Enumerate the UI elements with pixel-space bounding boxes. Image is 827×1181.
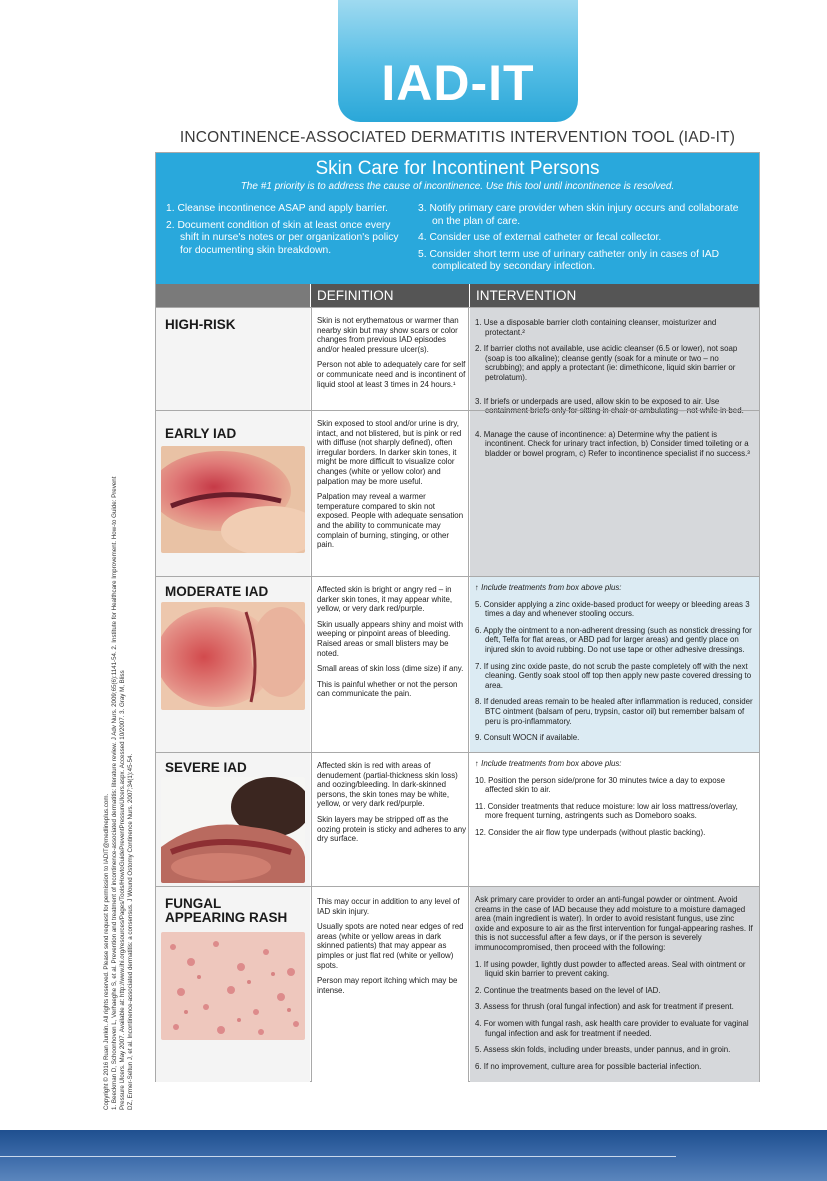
banner-item: 1. Cleanse incontinence ASAP and apply barrier. bbox=[166, 203, 388, 214]
intervention-cell bbox=[470, 887, 759, 1082]
intervention-item: 4. For women with fungal rash, ask health care provider to evaluate for vaginal fungal infection and ask for treatment if needed. bbox=[475, 1018, 749, 1038]
condition-name: EARLY IAD bbox=[165, 426, 237, 441]
copyright-notice bbox=[103, 470, 135, 1110]
iad-table bbox=[155, 152, 760, 1082]
intervention-item: 2. If barrier cloths not available, use acidic cleanser (6.5 or lower), not soap (soap is too alkaline); cleanse gently (soak for a minute or two – no scrubbing); and apply a protectant (ie: dimethicone, liquid skin barrier or petrolatum). bbox=[475, 344, 738, 382]
definition-paragraph: Skin exposed to stool and/or urine is dry, intact, and not blistered, but is pink or red with diffuse (not sharply defined), often irregular borders. In darker skin tones, it might be more difficult to visualize color changes (white or yellow color) and palpation may be more useful. bbox=[317, 419, 462, 486]
intervention-item: 3. If briefs or underpads are used, allow skin to be exposed to air. Use containment briefs only for sitting in chair or ambulating – not while in bed. bbox=[475, 396, 744, 416]
copyright-line: Copyright © 2016 Ruan Junkin. All rights reserved. Please send request for permission to IADIT@medlineplus.com. bbox=[103, 793, 110, 1110]
intervention-item: 10. Position the person side/prone for 30 minutes twice a day to expose affected skin to air. bbox=[475, 775, 726, 795]
banner-list-right bbox=[418, 203, 748, 278]
definition-paragraph: Affected skin is bright or angry red – in darker skin tones, it may appear white, yellow, or very dark red/purple. bbox=[317, 585, 453, 614]
definition-paragraph: Person may report itching which may be intense. bbox=[317, 976, 458, 995]
severe-iad-photo bbox=[161, 777, 305, 883]
intervention-item: 11. Consider treatments that reduce moisture: low air loss mattress/overlay, more frequent turning, astringents such as Domeboro soaks. bbox=[475, 801, 738, 821]
condition-name: HIGH-RISK bbox=[165, 317, 236, 332]
definition-paragraph: Affected skin is red with areas of denudement (partial-thickness skin loss) and oozing/bleeding. In dark-skinned persons, the skin tones may be white, yellow, or very dark red/purple. bbox=[317, 761, 458, 809]
row-moderate-iad bbox=[156, 576, 759, 752]
definition-paragraph: Usually spots are noted near edges of red areas (white or yellow areas in dark skinned patients) that may appear as pimples or just flat red (white or yellow) spots. bbox=[317, 922, 464, 970]
column-headers bbox=[156, 284, 759, 307]
definition-paragraph: Skin layers may be stripped off as the oozing protein is sticky and adheres to any dry surface. bbox=[317, 814, 467, 844]
intervention-item: 3. Assess for thrush (oral fungal infection) and ask for treatment if present. bbox=[475, 1002, 734, 1012]
definition-cell bbox=[311, 577, 469, 752]
definition-paragraph: This may occur in addition to any level of IAD skin injury. bbox=[317, 897, 460, 916]
intervention-cell bbox=[470, 577, 759, 752]
include-note: ↑ Include treatments from box above plus: bbox=[475, 583, 622, 592]
document-subtitle: INCONTINENCE-ASSOCIATED DERMATITIS INTERVENTION TOOL (IAD-IT) bbox=[179, 129, 736, 146]
banner-item: 3. Notify primary care provider when skin injury occurs and collaborate on the plan of care. bbox=[418, 203, 739, 227]
footer-divider bbox=[0, 1156, 676, 1157]
header-blank bbox=[156, 284, 310, 307]
header-definition: DEFINITION bbox=[311, 284, 469, 307]
definition-text bbox=[317, 761, 467, 850]
banner-item: 5. Consider short term use of urinary catheter only in cases of IAD complicated by secondary infection. bbox=[418, 248, 720, 272]
skin-care-banner bbox=[156, 153, 759, 284]
intervention-item: 7. If using zinc oxide paste, do not scrub the paste completely off with the next cleaning. Gently soak stool off top then apply new paste covered dressing to area. bbox=[475, 661, 752, 690]
row-label-cell bbox=[156, 411, 310, 576]
definition-paragraph: Skin is not erythematous or warmer than nearby skin but may show scars or color changes from previous IAD episodes and/or healed pressure ulcer(s). bbox=[317, 316, 459, 354]
banner-list-left bbox=[166, 203, 401, 261]
intervention-item: 6. Apply the ointment to a non-adherent dressing (such as nonstick dressing for deft, Telfa for flat areas, or ABD pad for larger areas) and gently place on injured skin to avoid rubbing. Do not use tape or other adhesive dressings. bbox=[475, 625, 752, 654]
banner-item: 4. Consider use of external catheter or fecal collector. bbox=[418, 232, 662, 243]
fungal-rash-photo bbox=[161, 932, 305, 1040]
logo-tab bbox=[338, 0, 578, 122]
definition-text bbox=[317, 316, 467, 395]
definition-paragraph: This is painful whether or not the person can communicate the pain. bbox=[317, 679, 458, 699]
row-early-iad bbox=[156, 410, 759, 576]
row-label-cell bbox=[156, 753, 310, 886]
moderate-iad-photo bbox=[161, 602, 305, 710]
definition-text bbox=[317, 897, 467, 1001]
row-fungal-rash bbox=[156, 886, 759, 1082]
banner-item: 2. Document condition of skin at least once every shift in nurse's notes or per organization's policy for documenting skin breakdown. bbox=[166, 219, 399, 256]
early-iad-photo bbox=[161, 446, 305, 553]
logo-title: IAD-IT bbox=[381, 55, 535, 111]
row-severe-iad bbox=[156, 752, 759, 886]
condition-name-line: FUNGAL bbox=[165, 896, 222, 911]
intervention-item: 12. Consider the air flow type underpads (without plastic backing). bbox=[475, 827, 706, 837]
definition-paragraph: Person not able to adequately care for self or communicate need and is incontinent of liquid stool at least 3 times in 24 hours.¹ bbox=[317, 360, 466, 389]
intervention-list bbox=[475, 583, 755, 750]
intervention-item: 6. If no improvement, culture area for possible bacterial infection. bbox=[475, 1061, 702, 1071]
definition-text bbox=[317, 419, 467, 556]
intervention-cell bbox=[470, 753, 759, 886]
definition-paragraph: Palpation may reveal a warmer temperature compared to skin not exposed. People with adequate sensation and the ability to communicate may complain of burning, stinging, or other pain. bbox=[317, 492, 464, 550]
condition-name: SEVERE IAD bbox=[165, 760, 247, 775]
intervention-item: 1. If using powder, lightly dust powder to affected areas. Seal with ointment or liquid skin barrier to prevent caking. bbox=[475, 959, 746, 979]
banner-priority: The #1 priority is to address the cause of incontinence. Use this tool until incontinence is resolved. bbox=[240, 181, 675, 192]
fungal-intro: Ask primary care provider to order an anti-fungal powder or ointment. Avoid creams in the case of IAD because they add moisture to a moisture damaged area (main ingredient is water). In order to avoid resistant fungus, use zinc oxide and exposure to air as the first intervention for fungal-appearing rashes. If this is not successful after a few days, or if the person is severely immunocompromised, then proceed with the following: bbox=[475, 895, 753, 952]
definition-cell bbox=[311, 753, 469, 886]
references-line: DZ, Ermer-Seltun J, et al. Incontinence-associated dermatitis: a consensus. J Wound Ostomy Continence Nurs. 2007;34(1):45-54. bbox=[127, 753, 134, 1110]
definition-cell bbox=[311, 887, 469, 1082]
banner-title: Skin Care for Incontinent Persons bbox=[315, 158, 600, 179]
intervention-item: 5. Assess skin folds, including under breasts, under pannus, and in groin. bbox=[475, 1045, 731, 1055]
condition-name-line: APPEARING RASH bbox=[165, 910, 288, 925]
intervention-item: 5. Consider applying a zinc oxide-based product for weepy or bleeding areas 3 times a day and whenever stooling occurs. bbox=[475, 599, 750, 619]
include-note: ↑ Include treatments from box above plus: bbox=[475, 759, 622, 768]
intervention-list bbox=[475, 895, 755, 1078]
intervention-item: 4. Manage the cause of incontinence: a) Determine why the patient is incontinent. Check for urinary tract infection, b) Consider timed toileting or a bladder or bowel program, c) Refer to incontinence specialist if no success.³ bbox=[475, 429, 750, 458]
condition-name: MODERATE IAD bbox=[165, 584, 269, 599]
intervention-item: 1. Use a disposable barrier cloth containing cleanser, moisturizer and protectant.² bbox=[475, 318, 717, 337]
condition-name bbox=[165, 897, 287, 925]
definition-paragraph: Skin usually appears shiny and moist with weeping or pinpoint areas of bleeding. Raised areas or small blisters may be noted. bbox=[317, 619, 464, 658]
intervention-item: 8. If denuded areas remain to be healed after inflammation is reduced, consider BTC ointment (balsam of peru, trypsin, castor oil) but remember balsam of peru is pro-inflammatory. bbox=[475, 697, 753, 726]
header-intervention: INTERVENTION bbox=[470, 284, 759, 307]
definition-text bbox=[317, 585, 467, 705]
row-label-cell bbox=[156, 577, 310, 752]
intervention-item: 2. Continue the treatments based on the level of IAD. bbox=[475, 985, 661, 995]
references-line: 1. Beeckman D, Schoonhoven L, Verhaeghe S, et al. Prevention and treatment of incontinence-associated dermatitis: literature review. J Adv Nurs. 2009;65(6):1141-54. 2. Institute for Healthcare Improvement. How-to Guide: Prevent Pressure Ulcers. May 2007. Available at: http://www.ihi.org/resources/Pages/Tools/HowtoGuidePreventPressureUlcers.aspx. Accessed 10/2007. 3. Gray M, Bliss bbox=[111, 476, 126, 1110]
intervention-item: 9. Consult WOCN if available. bbox=[475, 733, 580, 743]
intervention-list bbox=[475, 759, 755, 845]
definition-cell bbox=[311, 411, 469, 576]
definition-paragraph: Small areas of skin loss (dime size) if any. bbox=[317, 664, 464, 674]
row-label-cell bbox=[156, 887, 310, 1082]
